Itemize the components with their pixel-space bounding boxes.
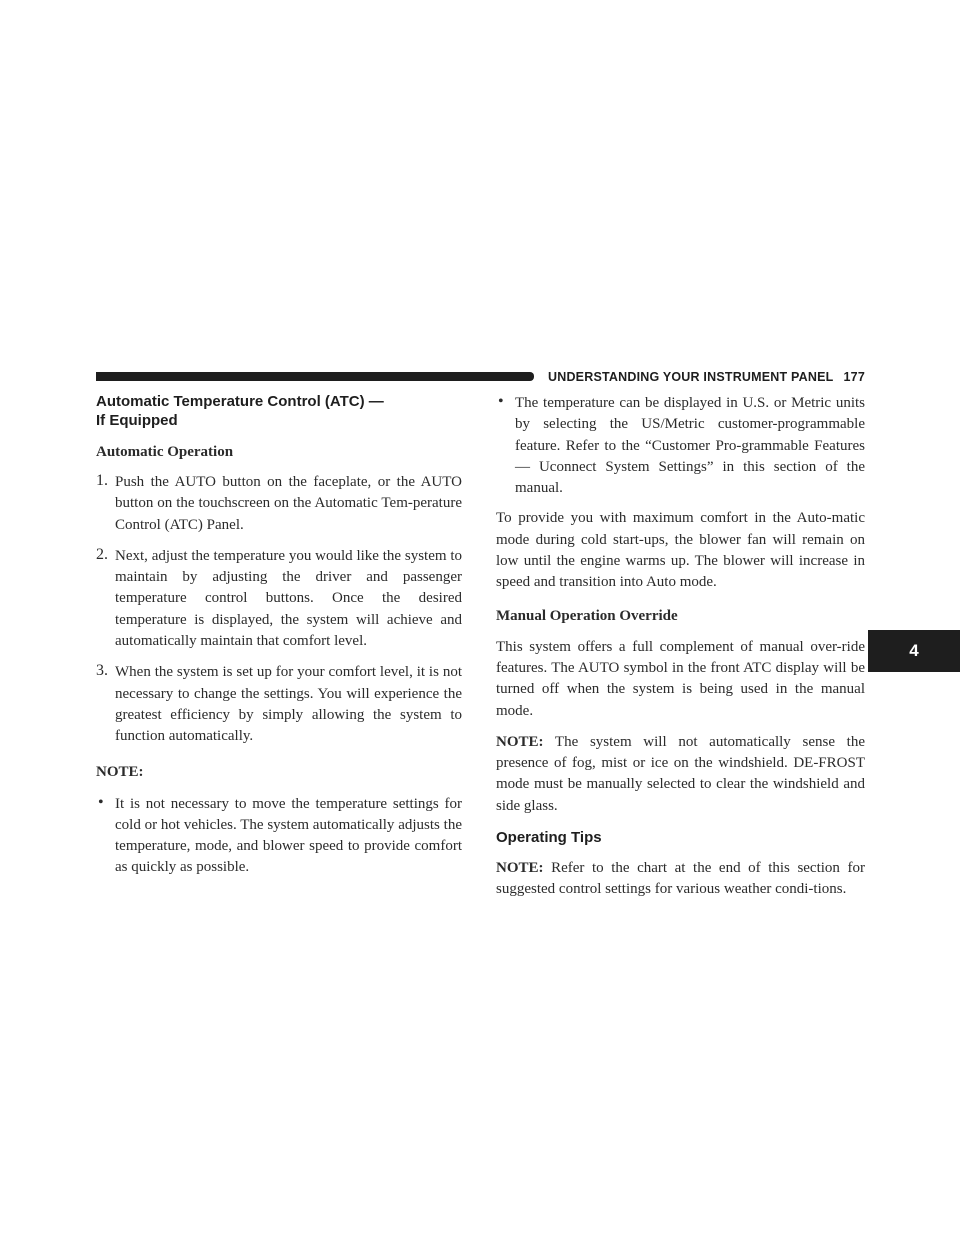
step-text: Next, adjust the temperature you would like the system to maintain by adjusting the driver and passenger temperature control buttons. Once the desired temperature is displayed, the system will achieve and automatically maintain that comfort level.: [115, 547, 462, 650]
bullet-text: The temperature can be displayed in U.S. or Metric units by selecting the US/Metric customer-programmable feature. Refer to the “Customer Pro-grammable Features — Uconnect System Settings” in this section of the manual.: [515, 395, 865, 497]
bullet-icon: •: [98, 793, 104, 811]
header-title: UNDERSTANDING YOUR INSTRUMENT PANEL: [548, 370, 834, 384]
left-column: [96, 393, 462, 879]
list-item: [96, 662, 462, 747]
list-item: [496, 393, 865, 499]
section-title-operating-tips: Operating Tips: [496, 829, 602, 847]
paragraph-manual-override: This system offers a full complement of manual over-ride features. The AUTO symbol in the front ATC display will be turned off when the system is being used in the manual mode.: [496, 638, 865, 719]
step-number: 2.: [96, 545, 108, 563]
note-operating-tips: [496, 858, 865, 901]
page-number: 177: [843, 370, 865, 384]
section-title-line-2: If Equipped: [96, 411, 178, 429]
right-column: [496, 393, 865, 900]
list-item: [96, 472, 462, 536]
note-label: NOTE:: [496, 733, 544, 750]
section-title: [96, 393, 462, 430]
bullet-text: It is not necessary to move the temperature settings for cold or hot vehicles. The system automatically adjusts the temperature, mode, and blower speed to provide comfort as quickly as possible.: [115, 795, 462, 876]
paragraph-cold-start: To provide you with maximum comfort in the Auto-matic mode during cold start-ups, the blower fan will remain on low until the engine warms up. The blower will increase in speed and transition into Auto mode.: [496, 510, 865, 591]
step-number: 1.: [96, 472, 108, 489]
section-title-line-1: Automatic Temperature Control (ATC) —: [96, 393, 384, 410]
step-number: 3.: [96, 662, 108, 680]
steps-list: [96, 472, 462, 748]
note-defrost: [496, 732, 865, 817]
running-header: [548, 370, 865, 386]
chapter-tab: 4: [868, 630, 960, 672]
note-label: NOTE:: [496, 859, 544, 876]
note-heading: NOTE:: [96, 763, 144, 780]
list-item: [96, 546, 462, 652]
subheading-manual-override: Manual Operation Override: [496, 607, 678, 624]
list-item: [96, 794, 462, 879]
header-rule: [96, 372, 534, 381]
note-text: Refer to the chart at the end of this section for suggested control settings for various weather condi-tions.: [496, 859, 865, 897]
note-text: The system will not automatically sense the presence of fog, mist or ice on the windshield. DE-FROST mode must be manually selected to clear the windshield and side glass.: [496, 733, 865, 814]
bullet-icon: •: [498, 393, 504, 410]
subheading-automatic-operation: Automatic Operation: [96, 444, 234, 460]
step-text: When the system is set up for your comfort level, it is not necessary to change the settings. You will experience the greatest efficiency by simply allowing the system to function automatically.: [115, 664, 462, 745]
step-text: Push the AUTO button on the faceplate, or the AUTO button on the touchscreen on the Automatic Tem-perature Control (ATC) Panel.: [115, 474, 462, 533]
